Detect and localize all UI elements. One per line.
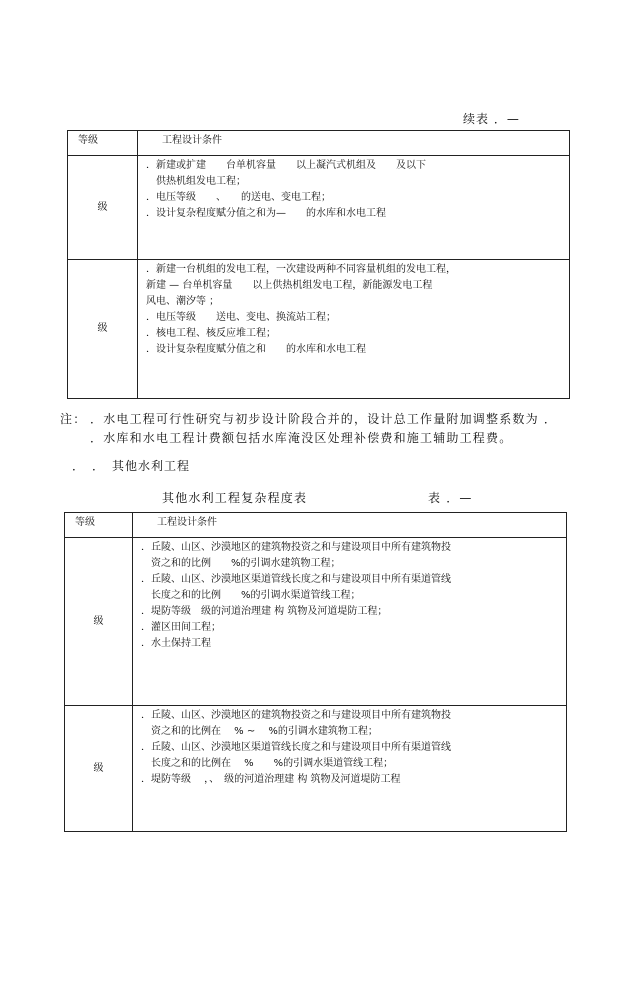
condition-line: ．堤防等级 级的河道治理建 构 筑物及河道堤防工程；	[141, 606, 388, 617]
header-level: 等级	[65, 513, 133, 538]
note-line-2: ．水库和水电工程计费额包括水库淹没区处理补偿费和施工辅助工程费。	[90, 431, 513, 445]
condition-line: ．电压等级 送电、变电、换流站工程；	[146, 312, 336, 323]
condition-line: ．丘陵、山区、沙漠地区渠道管线长度之和与建设项目中所有渠道管线	[141, 574, 451, 585]
condition-line: ．设计复杂程度赋分值之和为— 的水库和水电工程	[146, 208, 386, 219]
condition-line: ．丘陵、山区、沙漠地区渠道管线长度之和与建设项目中所有渠道管线	[141, 742, 451, 753]
continued-table-label: 续表 ．—	[463, 112, 520, 126]
header-conditions: 工程设计条件	[133, 513, 567, 538]
condition-line: ．新建或扩建 台单机容量 以上凝汽式机组及 及以下	[146, 160, 426, 171]
condition-line: ．核电工程、核反应堆工程；	[146, 328, 276, 339]
condition-line: ．设计复杂程度赋分值之和 的水库和水电工程	[146, 344, 366, 355]
table-row	[65, 538, 567, 706]
condition-line: ．丘陵、山区、沙漠地区的建筑物投资之和与建设项目中所有建筑物投	[141, 542, 451, 553]
row-level: 级	[65, 706, 133, 832]
row-level: 级	[68, 156, 138, 260]
header-level: 等级	[68, 131, 138, 156]
condition-line: ．水土保持工程	[141, 638, 211, 649]
table-caption: 其他水利工程复杂程度表	[162, 491, 308, 505]
condition-line: ．电压等级 、 的送电、变电工程；	[146, 192, 331, 203]
design-conditions-table-2	[64, 512, 567, 832]
condition-line: ．堤防等级 ，、 级的河道治理建 构 筑物及河道堤防工程	[141, 774, 401, 785]
condition-line: ．新建一台机组的发电工程，一次建设两种不同容量机组的发电工程，	[146, 264, 456, 275]
table-header-row	[65, 513, 567, 538]
design-conditions-table-1	[67, 130, 570, 399]
row-conditions	[138, 260, 570, 399]
condition-line: ．灌区田间工程；	[141, 622, 221, 633]
note-line-1: ．水电工程可行性研究与初步设计阶段合并的，设计总工作量附加调整系数为 ．	[90, 412, 558, 426]
row-conditions	[138, 156, 570, 260]
table-header-row	[68, 131, 570, 156]
condition-line: 供热机组发电工程；	[156, 176, 246, 187]
table-number: 表 ．—	[428, 491, 473, 505]
row-level: 级	[68, 260, 138, 399]
section-title: ． ． 其他水利工程	[72, 459, 191, 473]
table-row	[68, 260, 570, 399]
row-level: 级	[65, 538, 133, 706]
condition-line: 风电、潮汐等 ；	[146, 296, 220, 307]
condition-line: 资之和的比例 %的引调水建筑物工程；	[151, 558, 341, 569]
condition-line: 长度之和的比例 %的引调水渠道管线工程；	[151, 590, 361, 601]
condition-line: 资之和的比例在 % ~ %的引调水建筑物工程；	[151, 726, 378, 737]
header-conditions: 工程设计条件	[138, 131, 570, 156]
condition-line: 长度之和的比例在 % %的引调水渠道管线工程；	[151, 758, 394, 769]
table-row	[65, 706, 567, 832]
condition-line: ．丘陵、山区、沙漠地区的建筑物投资之和与建设项目中所有建筑物投	[141, 710, 451, 721]
condition-line: 新建 — 台单机容量 以上供热机组发电工程，新能源发电工程	[146, 280, 433, 291]
row-conditions	[133, 538, 567, 706]
notes-prefix: 注：	[60, 412, 87, 426]
table-row	[68, 156, 570, 260]
row-conditions	[133, 706, 567, 832]
